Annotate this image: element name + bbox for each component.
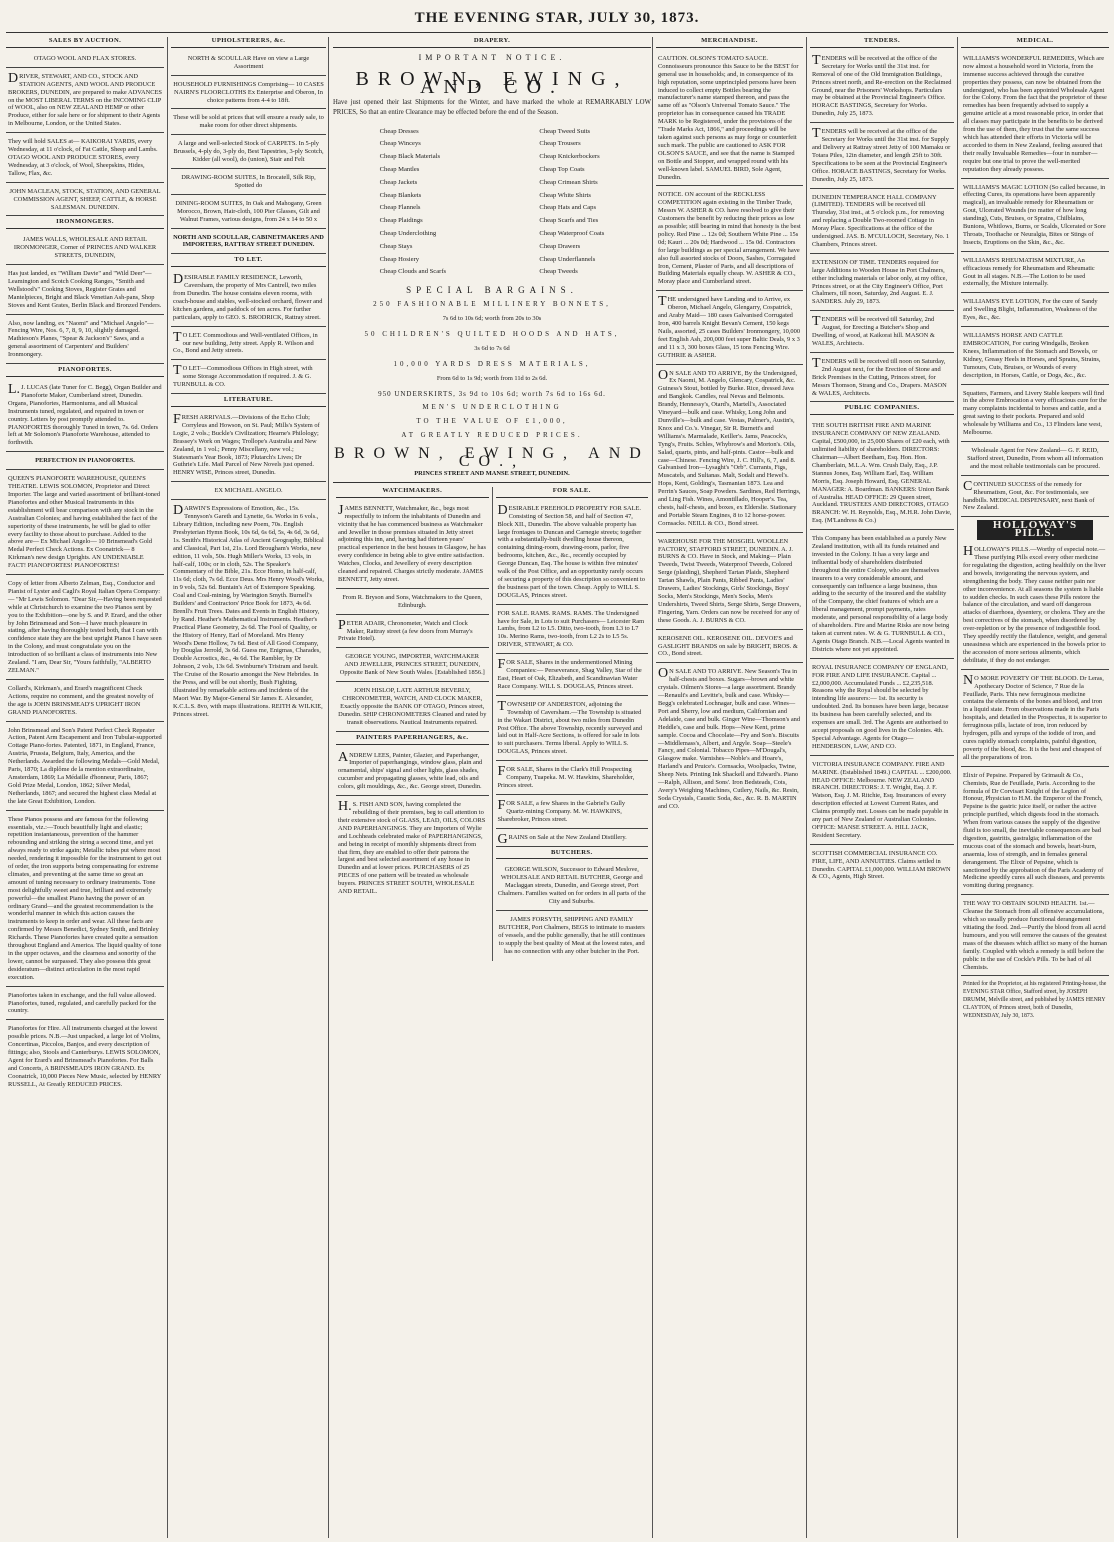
advertisement: CAUTION. OLSON'S TOMATO SAUCE. Connoisseurs pronounce this Sauce to be the BEST for general use in households; and, in consequence of its high reputation, some unprincipled persons have been induced to collect empty Bottles bearing the manufacturer's name stamped thereon, and pass the same off as "Olson's Universal Tomato Sauce." The proprietor has in consequence caused his TRADE MARK to be Registered, under the provisions of the "Trade Marks Act, 1866," and proceedings will be taken against such persons as may forge or counterfeit such mark. The public are cautioned to ASK FOR OLSON'S SAUCE, and see that the name is Stamped on Bottle and Stopper, and wrapped round with his well-known label. SAMUEL BIRD, Sole Agent, Dunedin. [656, 52, 803, 187]
column-upholsterers [167, 37, 329, 1538]
cheap-goods-item: Cheap Underclothing [379, 230, 437, 237]
cheap-goods-left [380, 126, 446, 280]
advertisement: ANDREW LEES, Painter, Glazier, and Paperhanger, Importer of paperhangings, window glass, plain and ornamental, ships' signal and other lights, glass shades, cucumber and propagating glasses, white lead, oils and colors, gilt mouldings, &c., &c. George street, Dunedin. [336, 749, 489, 797]
section-header: TO LET. [171, 256, 326, 267]
section-header: PAINTERS PAPERHANGERS, &c. [336, 734, 489, 745]
section-header: TENDERS. [810, 37, 954, 48]
cheap-goods-item: Cheap Hosiery [379, 255, 420, 263]
advertisement: OTAGO WOOL AND FLAX STORES. [6, 52, 164, 68]
bargain-line: 10,000 YARDS DRESS MATERIALS, [393, 359, 591, 368]
section-header: MEDICAL. [961, 37, 1109, 48]
cheap-goods-list [333, 126, 651, 280]
advertisement: These will be sold at prices that will ensure a ready sale, to make room for other direct shipments. [171, 111, 326, 135]
advertisement: GRAINS on Sale at the New Zealand Distillery. [496, 831, 649, 847]
bargain-line: 250 FASHIONABLE MILLINERY BONNETS, [373, 300, 611, 309]
advertisement: JOHN HISLOP, LATE ARTHUR BEVERLY, CHRONOMETER, WATCH, AND CLOCK MAKER, Exactly opposite the BANK OF OTAGO, Princes street, Dunedin. SHIP CHRONOMETERS Cleaned and rated by transit observations. Nautical Instruments repaired. [336, 684, 489, 732]
holloways-pills-banner: HOLLOWAY'S PILLS. [977, 520, 1093, 540]
section-header: DRAPERY. [333, 37, 651, 48]
cheap-goods-item: Cheap Hats and Caps [539, 204, 597, 212]
advertisement: H.S. FISH AND SON, having completed the rebuilding of their premises, beg to call attention to their extensive stock of GLASS, LEAD, OILS, COLORS AND PAPERHANGINGS. They are Importers of Wylie and Lochheads celebrated make of PAPERHANGINGS, and being in receipt of monthly shipments direct from that firm, they are enabled to offer their patrons the largest and best selected assortment of any house in Dunedin and at lower prices. PURCHASERS of 25 PIECES of one pattern will be treated as wholesale buyers. PRINCES STREET SOUTH, WHOLESALE AND RETAIL. [338, 799, 486, 896]
cheap-goods-item: Cheap Drawers [539, 242, 581, 250]
section-header: MERCHANDISE. [656, 37, 803, 48]
advertisement: WILLIAMS'S MAGIC LOTION (So called because, in effecting Cures, its operations have been apparently magical), an invaluable remedy for Rheumatism or Gout, Ulcerated Wounds (no matter of how long standing), Cuts, Bruises, or Sprains, Chilblains, Bunions, Whitlows, Burns, or Scalds, Ulcerated or Sore Throats, Toothache or Neuralgia, Bites or Stings of Insects, Eruptions on the Skin, &c., &c. [961, 181, 1109, 252]
column-medical [957, 37, 1109, 1538]
advertisement: ON SALE AND TO ARRIVE, By the Undersigned, Ex Naomi, M. Angelo, Glencary, Cospatrick, &c. Guiness's Stout, bottled by Burke. Rice, dressed Java and Bangkok. Candles, real Nevas and Belmonts. Brandy, Hennessy's, Otard's, Martell's, Associated Vineyard—bulk and case. Whisky, Long John and Dunville's—bulk and case. Vestas, Palmer's, Austin's, Knox and Co.'s. Vinegar, Sir R. Burnett's and Williams's. Marmalade, Keiller's. Jams, Peacock's, Tyng's, Fruits. Schles, Whybrow's and Morton's. Oils, Salad, quarts, pints, and half-pints. Castor—bulk and case—Chinese. Fencing Wire, J. C. Hill's, 6, 7, and 8. Galvanised Iron—Lysaght's "Orb". Currants, Figs, Muscatels, and Sultanas. Malt, Sodalt and Hewel's. Hops, Kent, Golding's, Tasmanian 1873. Lea and Perrin's Sauces, Soap Powders. Sardines, Red Herrings, and Ling Fish. Wines, Amontillado, Hooper's. Tea, chests, half-chests, and boxes, ex Elderslie. Stationary and Portable Steam Engines, 8 to 12 horse-power. Cornsacks. NEILL & CO., Bond street. [656, 367, 803, 533]
advertisement: From R. Bryson and Sons, Watchmakers to the Queen, Edinburgh. [336, 591, 489, 615]
advertisement: TOWNSHIP OF ANDERSTON, adjoining the Township of Caversham.—The Township is situated in the Wakari District, about two miles from Dunedin Post Office. The above Township, recently surveyed and laid out in Half-Acre Sections, is offered for sale in lots to suit purchasers. Terms liberal. Apply to WILL S. DOUGLAS, Princes street. [496, 698, 649, 761]
bargain-price: 7s 6d to 10s 6d; worth from 20s to 30s [442, 315, 542, 322]
cheap-goods-item: Cheap Knickerbockers [539, 153, 600, 161]
advertisement: FOR SALE, Shares in the Clark's Hill Prospecting Company, Tuapeka. M. W. Hawkins, Shareholder, Princes street. [496, 763, 649, 795]
bargain-line: AT GREATLY REDUCED PRICES. [401, 431, 583, 440]
advertisement: Elixir of Pepsine. Prepared by Grimault & Co., Chemists, Rue de Feuillade, Paris. According to the formula of Dr Corvisart Knight of the Legion of Honour, Physician to H.M. the Emperor of the French, Pepsine is the gastric juice itself, or rather the active principle purified, which digests food in the stomach. When from various causes the supply of the digestive fluid is too small, the inevitable consequences are bad digestion, gastritis, gastralgia; inflammation of the mucous coat of the stomach and bowels, heart-burn, anaemia, loss of strength, and in females general derangement. The Elixir of Pepsine, which is sanctioned by the approbation of the Paris Academy of Medicine speedily cures all such diseases, and prevents vomiting during pregnancy. [961, 769, 1109, 896]
printer-imprint: Printed for the Proprietor, at his registered Printing-house, the EVENING STAR Office, Stafford street, by JOSEPH DRUMM, Melville street, and published by JAMES HENRY CLAYTON, of Princes street, both of Dunedin, WEDNESDAY, July 30, 1873. [963, 981, 1107, 1020]
advertisement: THE SOUTH BRITISH FIRE AND MARINE INSURANCE COMPANY OF NEW ZEALAND. Capital, £500,000, in 25,000 Shares of £20 each, with unlimited liability of shareholders. DIRECTORS: Chairman—Albert Beetham, Esq. Hon. Hon. Chamberlain, M.L.A. Wm. Crush Daly, Esq., J.P. Stannus Jones, Esq. William Earl, Esq. William Morris, Esq. Joseph Howard, Esq. GENERAL MANAGER: A. Boardman. BANKERS: Union Bank of Australia. HEAD OFFICE: 29 Queen street, Auckland. TRUSTEES AND DIRECTORS, OTAGO BRANCH: W. H. Reynolds, Esq., M.H.R. John Davie, Esq. (M'Landress & Co.) [810, 419, 954, 530]
advertisement: TENDERS will be received till noon on Saturday, 2nd August next, for the Erection of Stone and Brick Premises in the Cutting, Princes street, for Messrs Thomson, Strang and Co., Drapers. MASON & WALES, Architects. [810, 355, 954, 403]
advertisement: SCOTTISH COMMERCIAL INSURANCE CO. FIRE, LIFE, AND ANNUITIES. Claims settled in Dunedin. CAPITAL £1,000,000. WILLIAM BROWN & CO., Agents, High Street. [812, 849, 951, 881]
advertisement: FOR SALE, a few Shares in the Gabriel's Gully Quartz-mining Company. M. W. HAWKINS, Sharebroker, Princes street. [496, 797, 649, 829]
advertisement: CONTINUED SUCCESS of the remedy for Rheumatism, Gout, &c. For testimonials, see handbills. MEDICAL DISPENSARY, next Bank of New Zealand. [961, 478, 1109, 518]
advertisement: This Company has been established as a purely New Zealand institution, with all its funds retained and invested in the Colony. It has a very large and influential body of shareholders distributed throughout the entire Colony, who are themselves insurers to a very considerable amount, and consequently can influence a large business, thus adding to the security of the insured and the stability of the Company, the chief features of which are a liberal management, prompt payments, rates moderate, and personal responsibility of a large body of shareholders. Fire and Marine Risks are now being taken at current rates. W. & G. TURNBULL & CO., Agents Otago Branch. N.B.—Local Agents wanted in Districts where not yet appointed. [810, 532, 954, 659]
column-drapery [328, 37, 655, 1538]
cheap-goods-item: Cheap Top Coats [539, 166, 585, 174]
advertisement: GEORGE YOUNG, IMPORTER, WATCHMAKER AND JEWELLER, PRINCES STREET, DUNEDIN, Opposite Bank of New South Wales. [Established 1856.] [336, 650, 489, 682]
firm-name: BROWN, EWING, AND CO. [355, 67, 629, 98]
advertisement: TENDERS will be received at the office of the Secretary for Works until the 31st inst. for Removal of one of the Old Immigration Buildings, Princes street north, and Re-erection on the Reclaimed Ground, near the Prisoners' Workshops. Particulars may be obtained at the Provincial Engineer's Office. HORACE BASTINGS, Secretary for Works. Dunedin, July 25, 1873. [810, 52, 954, 123]
bargain-price: From 6d to 1s 9d; worth from 11d to 2s 6d. [436, 374, 548, 382]
advertisement: A large and well-selected Stock of CARPETS. In 5-ply Brussels, 4-ply do, 3-ply do, Best Tapestries, 3-ply Scotch, Kidder (all wool), do (union), Stair and Felt [171, 137, 326, 169]
firm-address: PRINCES STREET AND MANSE STREET, DUNEDIN. [333, 470, 651, 483]
advertisement: WILLIAMS'S WONDERFUL REMEDIES, Which are now almost a household word in Victoria, from the immense success achieved through the curative properties they possess, can now be obtained from the undersigned, who has been appointed Wholesale Agent for the Colony. From the fact that the proprietor of these remedies has been frequently advised to supply a genuine article at a most reasonable price, in order that all classes may participate in the benefits to be derived from the use of them, they trust that the same success which has attended their efforts in Victoria will be accorded to them in New Zealand, feeling assured that their really Invaluable Remedies—four in number—require but one trial to prove the well-merited reputation they already possess. [961, 52, 1109, 179]
cheap-goods-item: Cheap Tweed Suits [539, 127, 591, 135]
advertisement: JAMES BENNETT, Watchmaker, &c., begs most respectfully to inform the inhabitants of Dunedin and vicinity that he has commenced business as Watchmaker and Jeweller in those premises situated in Jetty street adjoining this inn, and, having had thirteen years' practical experience in the best houses in Glasgow, he has every confidence in being able to give entire satisfaction. Watches, Clocks, and Jewellery of every description cleaned and repaired. Charges strictly moderate. JAMES BENNETT, Jetty street. [336, 502, 489, 589]
advertisement: HOLLOWAY'S PILLS.—Worthy of especial note.—These purifying Pills excel every other medicine for regulating the digestion, acting healthily on the liver and bowels, invigorating the nervous system, and strengthening the body. They cause neither pain nor other inconvenience. At all seasons the system is liable to sudden checks. In such cases these Pills restore the balance of the circulation, and ward off dangerous attacks of diarrhoea, dysentery, or cholera. They are the best correctives of the stomach, when disordered by over-repletion or by the presence of indigestible food. They speedily rectify the flatulence, weight, and general uneasiness which are experienced in the bowels prior to the accession of more serious ailments, which debilitate, if they do not endanger. [961, 543, 1109, 670]
bargain-line: TO THE VALUE OF £1,000, [416, 417, 568, 426]
advertisement: Pianofortes for Hire. All instruments charged at the lowest possible prices. N.B.—Just unpacked, a large lot of Violins, Concertinas, Piccolos, Banjos, and every description of fittings; also, Stools and Canterburys. LEWIS SOLOMON, Agent for Erard's and Brinsmead's Pianofortes. For Balls and Concerts, A BRINSMEAD'S IRON GRAND. Ex Coonatrick, 10,000 Pieces New Music, selected by HENRY RUSSELL, At Greatly REDUCED PRICES. [8, 1025, 162, 1088]
advertisement: Copy of letter from Alberto Zelman, Esq., Conductor and Pianist of Lyster and Cagli's Royal Italian Opera Company:— "Mr Lewis Solomon. "Dear Sir,—Having been requested while at Christchurch to examine the two Pianos sent by you to the Exhibition—one by S. and P. Erard, and the other by John Brinsmead and Son—I have much pleasure in stating, after having thoroughly tested both, that I can with confidence state they are the best upright Pianos I have seen in the Colony, and must congratulate you on the introduction of so brilliant a class of instruments into New Zealand. "I am, Dear Sir, "Yours faithfully, "ALBERTO ZELMAN." [6, 577, 164, 680]
cheap-goods-item: Cheap Mantles [379, 166, 420, 174]
drapery-intro: Have just opened their last Shipments for the Winter, and have marked the whole at REMARKABLY LOW PRICES, So that an entire Clearance may be effected before the end of the Season. [333, 98, 651, 116]
advertisement: DESIRABLE FAMILY RESIDENCE, Leworth, Caversham, the property of Mrs Cantrell, two miles from Dunedin. The house contains eleven rooms, with coach-house and stables, well-stocked orchard, flower and kitchen gardens, and paddock of ten acres. For further particulars, apply to GEO. S. BRODRICK, Rattray street. [171, 271, 326, 326]
section-header: IRONMONGERS. [6, 218, 164, 229]
columns [6, 32, 1108, 1538]
bargain-line: 950 UNDERSKIRTS, 3s 9d to 10s 6d; worth 7s 6d to 16s 6d. [378, 389, 606, 398]
section-header: LITERATURE. [171, 396, 326, 407]
cheap-goods-item: Cheap Waterproof Coats [539, 230, 605, 237]
advertisement: DINING-ROOM SUITES, In Oak and Mahogany, Green Morocco, Brown, Hair-cloth, 100 Pier Glasses, Gilt and Walnut Frames, various designs, from 24 x 14 to 50 x [171, 197, 326, 229]
advertisement: They will hold SALES at— KAIKORAI YARDS, every Wednesday, at 11 o'clock, of Fat Cattle, Sheep and Lambs. OTAGO WOOL AND PRODUCE STORES, every Wednesday, at 3 o'clock, of Wool, Sheepskins, Hides, Tallow, Flax, &c. [6, 135, 164, 183]
firm-name: BROWN, EWING, AND CO., [334, 445, 650, 471]
bargain-line: MEN'S UNDERCLOTHING [422, 403, 562, 412]
section-header: BUTCHERS. [496, 849, 649, 860]
advertisement: TO LET—Commodious Offices in High street, with some Storage Accommodation if required. J. & G. TURNBULL & CO. [171, 362, 326, 394]
cheap-goods-item: Cheap Flannels [379, 204, 421, 212]
advertisement: THE undersigned have Landing and to Arrive, ex Oberon, Michael Angelo, Glengarry, Cospatrick, and Araby Maid— 180 cases Galvanised Corrugated Iron, 400 barrels Knight Bevan's Cement, 150 kegs Nails, assorted, 25 cases Builders' Ironmongery, 10,000 feet English Ash, 200,000 feet super Baltic Deals, 9 x 3 and 11 x 3, 300 boxes Glass, 15 tons Fencing Wire. GUTHRIE & ASHER. [656, 293, 803, 364]
cheap-goods-right [539, 126, 604, 280]
advertisement: Squatters, Farmers, and Livery Stable keepers will find in the above Embrocation a very efficacious cure for the many complaints incidental to horses and cattle, and a great saving to their pockets. Prepared and sold wholesale by Williams and Co., 13 Flinders lane west, Melbourne. [961, 387, 1109, 442]
advertisement: Wholesale Agent for New Zealand— G. F. REID, Stafford street, Dunedin, From whom all information and the most reliable testimonials can be procured. [961, 444, 1109, 476]
advertisement: FRESH ARRIVALS.—Divisions of the Echo Club; Corryleus and Howson, on St. Paul; Mills's System of Logic, 2 vols.; Buckle's Civilization; Hearne's Philology; Brassey's Work on Wages; Trollope's Australia and New Zealand, in 1 vol.; Penny Miscellany, new vol.; Statesman's Year Book, 1873; Plutarch's Lives; Dr Guthrie's Life. Mail Parcel of New Novels just opened. HENRY WISE, Princes street, Dunedin. [171, 411, 326, 482]
section-header: FOR SALE. [496, 487, 649, 498]
cheap-goods-item: Cheap Underflannels [539, 255, 596, 263]
subcolumn-watchmakers [333, 487, 492, 962]
cheap-goods-item: Cheap Black Materials [379, 153, 441, 161]
advertisement: NORTH & SCOULLAR Have on view a Large Assortment [171, 52, 326, 76]
notice-title: IMPORTANT NOTICE. [418, 52, 566, 62]
cheap-goods-item: Cheap Dresses [379, 127, 419, 135]
advertisement: These Pianos possess and are famous for the following essentials, viz.:—Touch beautifully light and elastic; repetition instantaneous, prevention of the hammer rebounding and striking the string a second time, and yet always ready to strike again; Metallic tubes put where most needed, rendering it impossible for the instrument to get out of order, the iron supports being compensating for extreme climates, and preventing at the same time so great an amount of tuning necessary to ordinary instruments. Tone most delightfully sweet and true, brilliant and extremely powerful—the smallest Piano having the power of an ordinary Grand—and the greatest recommendation is the wonderful manner in which this action causes the instruments to keep in order and wear. All these facts are confirmed by Messrs Benedict, Sydney Smith, and Brinley Richards. These Pianofortes have created quite a sensation throughout England and America. The liquid quality of tone in the upper octaves, and the clearness and sonority of the lower, cannot be surpassed. They also possess this great desideratum—distinct articulation in the most rapid execution. [6, 813, 164, 987]
advertisement: DRAWING-ROOM SUITES, In Brocatell, Silk Rip, Spotted do [171, 171, 326, 195]
advertisement: Collard's, Kirkman's, and Erard's magnificent Check Actions, require no comment, and the greatest novelty of the age is JOHN BRINSMEAD'S UPRIGHT IRON GRAND PIANOFORTES. [6, 682, 164, 722]
section-header: PIANOFORTES. [6, 366, 164, 377]
advertisement: WILLIAMS'S EYE LOTION, For the cure of Sandy and Swelling Blight, Inflammation, Weakness of the Eyes, &c., &c. [961, 295, 1109, 327]
advertisement: QUEEN'S PIANOFORTE WAREHOUSE, QUEEN'S THEATRE. LEWIS SOLOMON, Proprietor and Direct Importer. The large and varied assortment of brilliant-toned Pianofortes and other Musical Instruments in this establishment will bear comparison with any stock in the Australian Colonies; and having established the fact of the superiority of these instruments, he will be glad to offer every facility to those about to purchase. Added to the above are— Ex Michael Angelo— 10 Brinsmead's Gold Medal Perfect Check Actions. Ex Coonatrick— 8 Kirkman's new design Uprights. AN UNDENIABLE FACT! PIANOFORTES! PIANOFORTES! [6, 472, 164, 575]
cheap-goods-item: Cheap Trousers [539, 140, 581, 148]
bargain-price: 3s 6d to 7s 6d [474, 344, 510, 352]
cheap-goods-item: Cheap Winceys [379, 140, 421, 148]
advertisement: NOTICE. ON account of the RECKLESS COMPETITION again existing in the Timber Trade, Messrs W. ASHER & CO. have resolved to give their Customers the benefit by reducing their prices as low as possible; still bearing in mind that honesty is the best policy. Red Pine ... 12s 0d; Southern White Pine ... 15s 0d; Kauri ... 20s 0d; Hardwood ... 15s 0d. Contractors for large buildings as per special arrangement. We have also full assorted stocks of Doors, Sashes, Corrugated Iron, Cement, Plaster of Paris, and all descriptions of Building Materials equally cheap. W. ASHER & CO., Moray place and Cumberland street. [656, 188, 803, 291]
advertisement: EXTENSION OF TIME. TENDERS required for large Additions to Wooden House in Port Chalmers, either including materials or labor only, at my office, Princes street, or at the City Engineer's Office, Port Chalmers, till noon, Saturday, 2nd August. E. J. SANDERS. July 29, 1873. [810, 256, 954, 311]
advertisement: TENDERS will be received at the office of the Secretary for Works until the 31st inst. for Supply and Delivery at Rattray street Jetty of 100 Mamaku or Totara Piles, 12in diameter, and length 25ft to 30ft. Specifications to be seen at the Provincial Engineer's Office. HORACE BASTINGS, Secretary for Works. Dunedin, July 25, 1873. [810, 125, 954, 188]
bargain-line: 50 CHILDREN'S QUILTED HOODS AND HATS, [364, 329, 620, 338]
advertisement: JAMES WALLS, WHOLESALE AND RETAIL IRONMONGER, Corner of PRINCES AND WALKER STREETS, DUNEDIN, [6, 233, 164, 265]
advertisement: JAMES FORSYTH, SHIPPING AND FAMILY BUTCHER, Port Chalmers, BEGS to intimate to masters of vessels, and the public generally, that he still continues to supply the best quality of Meat at the lowest rates, and has no connection with any other butcher in the Port. [498, 915, 646, 955]
advertisement: Pianofortes taken in exchange, and the full value allowed. Pianofortes, tuned, regulated, and carefully packed for the country. [6, 989, 164, 1021]
cheap-goods-item: Cheap Plaidings [379, 217, 423, 225]
advertisement: DRIVER, STEWART, AND CO., STOCK AND STATION AGENTS, AND WOOL AND PRODUCE BROKERS, DUNEDIN, are prepared to make ADVANCES on the MOST LIBERAL TERMS on the INCOMING CLIP of WOOL, also on NEW ZEALAND HEMP or other Produce, either for sale here or for shipment to their Agents in Melbourne, London, or the United States. [6, 70, 164, 133]
special-bargains: SPECIAL BARGAINS. [406, 285, 578, 296]
section-header: PUBLIC COMPANIES. [810, 404, 954, 415]
drapery-subcolumns [333, 487, 651, 962]
advertisement: NORTH AND SCOULLAR, CABINETMAKERS AND IMPORTERS, RATTRAY STREET DUNEDIN. [171, 231, 326, 255]
section-header: UPHOLSTERERS, &c. [171, 37, 326, 48]
cheap-goods-item: Cheap Blankets [379, 191, 422, 199]
advertisement: PERFECTION IN PIANOFORTES. [6, 454, 164, 470]
column-auctions [6, 37, 167, 1538]
advertisement: Also, now landing, ex "Naomi" and "Michael Angelo"— Fencing Wire, Nos. 6, 7, 8, 9, 10, slightly damaged. Mathieson's Planes, "Spear & Jackson's" Saws, and a general assortment of Carpenters' and Builders' Ironmongery. [6, 317, 164, 365]
advertisement: DARWIN'S Expressions of Emotion, &c., 15s. Tennyson's Gareth and Lynette, 6s. Works in 6 vols., Library Edition, including new Poem, 70s. English Presbyterian Hymn Book, 10s 6d, 6s 6d, 5s, 4s 6d, 3s 6d, 1s. Smith's Historical Atlas of Ancient Geography, Biblical and Classical, Part 1st, 21s. Lord Brougham's Works, new edition, 11 vols, 50s. Hugh Miller's Works, 13 vols, in half-calf, 100s; or in cloth, 52s. The Speaker's Commentary of the Bible, 21s. Ecce Homo, in half-calf, 11s 6d; cloth, 7s 6d. Ecce Deus. Mrs Henry Wood's Works, in 9 vols, 52s 6d. Buntain's Art of Extempore Speaking. Coal and Coal-mining, by Warington Smyth. Burnell's Builders' and Contractors' Price Book for 1873, 4s 6d. Brenll's Fruit Trees. Dates and Events in English History, by Rand. Heather's Mathematical Instruments. Heather's Practical Plane Geometry, 2s 6d. The Fool of Quality, or the History of Henry, Earl of Moreland. Mrs Henry Wood's Dene Hollow, 7s 6d. Best of All Good Company, by Douglas Jerrold, 3s 6d. Guess me, Enigmas, Charades, Double Acrostics, &c., 4s 6d. The Rambler, by Dr Johnson, 2 vols, 13s 6d. Swinburne's Tristram and Iseult. The Cruise of the Rosario amongst the New Hebrides. In the Press, and will be out shortly, Bush Fighting, illustrated by remarkable actions and incidents of the Maori War. By Major-General Sir James E. Alexander, K.C.L.S. 8vo, with maps illustrations. REITH & WILKIE, Princes street. [173, 503, 324, 718]
advertisement: TO LET. Commodious and Well-ventilated Offices, in our new building, Jetty street. Apply R. Wilson and Co., Bond and Jetty streets. [171, 329, 326, 361]
advertisement: WILLIAMS'S RHEUMATISM MIXTURE, An efficacious remedy for Rheumatism and Rheumatic Gout in all stages. N.B.—The Lotion to be used externally, the Mixture internally. [961, 254, 1109, 294]
subcolumn-for-sale [492, 487, 652, 962]
advertisement: PETER ADAIR, Chronometer, Watch and Clock Maker, Rattray street (a few doors from Murray's Private Hotel). [336, 617, 489, 649]
advertisement: DESIRABLE FREEHOLD PROPERTY FOR SALE. Consisting of Section 58, and half of Section 47, Block XII., Dunedin. The above valuable property has large frontages to Duncan and Carnegie streets; together with a substantially-built dwelling house thereon, containing dining-room, drawing-room, parlor, five bedrooms, kitchen, &c., &c., recently occupied by George Duncan, Esq. The house is within five minutes' walk of the Post Office, and an opportunity rarely occurs of securing a property of this description so convenient to the business part of the town. Cheap. Apply to WILL S. DOUGLAS, Princes street. [496, 502, 649, 605]
section-header: WATCHMAKERS. [336, 487, 489, 498]
cheap-goods-item: Cheap Jackets [379, 178, 418, 186]
advertisement: DUNEDIN TEMPERANCE HALL COMPANY (LIMITED). TENDERS will be received till Thursday, 31st inst., at 5 o'clock p.m., for removing and replacing a Double Two-roomed Cottage in Moray Place. Specifications at the office of the undersigned. JAS. B. M'CULLOCH, Secretary, No. 1 Chambers, Princes street. [810, 191, 954, 254]
cheap-goods-item: Cheap Stays [379, 242, 413, 250]
cheap-goods-item: Cheap Crimean Shirts [539, 178, 598, 186]
advertisement: EX MICHAEL ANGELO. [171, 484, 326, 500]
advertisement: L.J. LUCAS (late Tuner for C. Begg), Organ Builder and Pianoforte Maker, Cumberland street, Dunedin. Organs, Pianofortes, Harmoniums, and all Musical Instruments tuned, regulated, and repaired in town or country. Letters by post promptly attended to. PIANOFORTES thoroughly Tuned in town, 7s. 6d. Orders left at Mr Solomon's Pianoforte Warehouse, attended to forthwith. [6, 381, 164, 452]
advertisement: ON SALE AND TO ARRIVE. New Season's Tea in half-chests and boxes. Sugars—brown and white crystals. Oilmen's Stores—a large assortment. Brandy—Renault's and Levitte's, bulk and case. Whisky—Begg's celebrated Lochnagar, bulk and case. Wines—Port and Sherry, low and medium, Californian and Adelaide, case and bulk. Ginger Wine—Thomson's and Heddle's, case and bulk. Hops—New Kent, prime sample. Cocoa and Chocolate—Fry and Son's. Biscuits—Middlemass's, Albert, and Argyle. Soap—Steele's Fancy, and Colonial. Tobacco Pipes—M'Dougal's, Glasgow make. Varnishes—Noble's and Hoare's, Harland's and Pruice's. Cornsacks, Woolpacks, Twine, Sheep Nets. Printing Ink Shackell and Edward's. Piano—Ralph, Allison, and Sons'. Iron Bedsteads, Cots, Avery's Weighing Machines, Cutlery, Nails, &c. Resin, Soda Crystals, Caustic Soda, &c., &c. R. B. MARTIN and CO. [658, 666, 801, 810]
advertisement: John Brinsmead and Son's Patent Perfect Check Repeater Action, Patent Arm Escapement and Iron Tubular-supported Cottage Piano-fortes. Patented, 1871, in England, France, Austria, Prussia, Belgium, Italy, America, and the Netherlands. Awarded the following Medals—Gold Medal, Paris, 1870; La diplôme de la mention extraordinaire, Amsterdam, 1869; La Médaille d'honneur, Paris, 1867; Gold Prize Medal, London, 1862; Silver Medal, Netherlands, 1867; and secured the highest class Medal at the late Great Exhibition, London. [6, 724, 164, 811]
advertisement: ROYAL INSURANCE COMPANY OF ENGLAND, FOR FIRE AND LIFE INSURANCE. Capital ... £2,000,000. Accumulated Funds ... £2,235,518. Reasons why the Royal should be selected by intending life assurers:— 1st. Its security is undoubted. 2nd. Its bonuses have been large, because its business has been carefully selected, and its expenses are small. 3rd. The Agents are authorised to accept proposals on good lives in the Colonies. 4th. Special Advantage. Agents for Otago— HENDERSON, LAW, AND CO. [810, 661, 954, 756]
cheap-goods-item: Cheap White Shirts [539, 191, 591, 199]
column-merchandise [652, 37, 806, 1538]
advertisement: FOR SALE, Shares in the undermentioned Mining Companies:— Perseverance, Shag Valley, Star of the East, Heart of Oak, Elizabeth, and Scandinavian Water Race Company. WILL S. DOUGLAS, Princes street. [496, 656, 649, 696]
advertisement: WILLIAMS'S HORSE AND CATTLE EMBROCATION, For curing Windgalls, Broken Knees, Inflammation of the Stomach and Bowels, or Kidney, Greasy Heels in Horses, and Sprains, Strains, Tumours, Cuts, Bruises, or Wounds of every description, in Horses, Cattle, or Dogs, &c., &c. [961, 329, 1109, 384]
advertisement: THE WAY TO OBTAIN SOUND HEALTH. 1st.—Cleanse the Stomach from all offensive accumulations, which so usually produce functional derangement vitiating the food. 2nd.—Purify the blood from all acrid humours, and you will remove the causes of the greatest mass of the diseases which afflict so many of the human family. Coupled with which a remedy is still before the public in the use of Cockle's Pills. To be had of all Chemists. [961, 897, 1109, 976]
advertisement: NO MORE POVERTY OF THE BLOOD. Dr Leras, Apothecary Doctor of Science, 7 Rue de la Feuillade, Paris. This new ferruginous medicine contains the elements of the bones and blood, and iron in a liquid state. From observations made in the Paris hospitals, and detailed in the Prospectus, it is superior to ferruginous pills, lactate of iron, iron reduced by hydrogen, pills and syrups of the iodide of iron, and cures rapidly stomach complaints, painful digestion, poverty of the blood, &c. It is the best and cheapest of all the preparations of iron. [961, 672, 1109, 767]
advertisement: JOHN MACLEAN, STOCK, STATION, AND GENERAL COMMISSION AGENT, SHEEP, CATTLE, & HORSE SALESMAN. DUNEDIN. [6, 185, 164, 217]
masthead: THE EVENING STAR, JULY 30, 1873. [414, 10, 700, 26]
advertisement: WAREHOUSE FOR THE MOSGIEL WOOLLEN FACTORY, STAFFORD STREET, DUNEDIN. A. J. BURNS & CO. Have in Stock, and Making— Plain Tweeds, Twist Tweeds, Waterproof Tweeds, Colored Serge (plaiding), Shepherd Tartan Plaids, Shepherd Tartan Shawls, Plain Pants, Ribbed Pants, Ladies' Drawers, Ladies' Stockings, Girls' Stockings, Boys' Socks, Men's Stockings, Men's Socks, Men's Undershirts, Tweed Shirts, Serge Shirts, Serge Drawers, Fingering, Yarn. Orders can now be received for any of these Goods. A. J. BURNS & CO. [656, 535, 803, 630]
advertisement: KEROSENE OIL. KEROSENE OIL. DEVOE'S and GASLIGHT BRANDS on sale by BRIGHT, BROS. & CO., Bond street. [656, 632, 803, 664]
cheap-goods-item: Cheap Scarfs and Ties [539, 217, 599, 225]
advertisement: FOR SALE. RAMS. RAMS. RAMS. The Undersigned have for Sale, in Lots to suit Purchasers— Leicester Ram Lambs, from L2 to L5. Ditto, two-tooth, from L3 to L7 10s. Merino Rams, two-tooth, from L2 2s to L5 5s. DRIVER, STEWART, & CO. [496, 607, 649, 655]
section-header: SALES BY AUCTION. [6, 37, 164, 48]
advertisement: HOUSEHOLD FURNISHINGS Comprising— 10 CASES NAIRN'S FLOORCLOTHS Ex Enterprise and Oberon, In choice patterns from 4-4 to 18ft. [171, 78, 326, 110]
advertisement: GEORGE WILSON, Successor to Edward Meslove, WHOLESALE AND RETAIL BUTCHER, George and Maclaggan streets, Dunedin, and George street, Port Chalmers. Families waited on for orders in all parts of the City and Suburbs. [496, 863, 649, 911]
advertisement: Has just landed, ex "William Davie" and "Wild Deer"— Leamington and Scotch Cooking Ranges, "Smith and Wellstood's" Cooking Stoves, Register Grates and Mantelpieces, Bright and Black Venetian Ash-pans, Shop Stoves and Kent Grates, Berlin Black and Bronzed Fenders. [6, 267, 164, 315]
column-tenders [806, 37, 957, 1538]
cheap-goods-item: Cheap Tweeds [539, 268, 578, 276]
cheap-goods-item: Cheap Clouds and Scarfs [379, 268, 447, 276]
advertisement: VICTORIA INSURANCE COMPANY. FIRE AND MARINE. (Established 1849.) CAPITAL ... £200,000. HEAD OFFICE: Melbourne. NEW ZEALAND BRANCH. DIRECTORS: J. T. Wright, Esq. J. F. Watson, Esq. J. M. Ritchie, Esq. Insurances of every description effected at Lowest Current Rates, and Claims promptly met. Losses can be made payable in any part of New Zealand or Australian Colonies. OFFICE: MANSE STREET. A. HILL JACK, Resident Secretary. [810, 758, 954, 845]
advertisement: TENDERS will be received till Saturday, 2nd August, for Erecting a Butcher's Shop and Dwelling, of wood, at Kaikorai hill. MASON & WALES, Architects. [810, 313, 954, 353]
